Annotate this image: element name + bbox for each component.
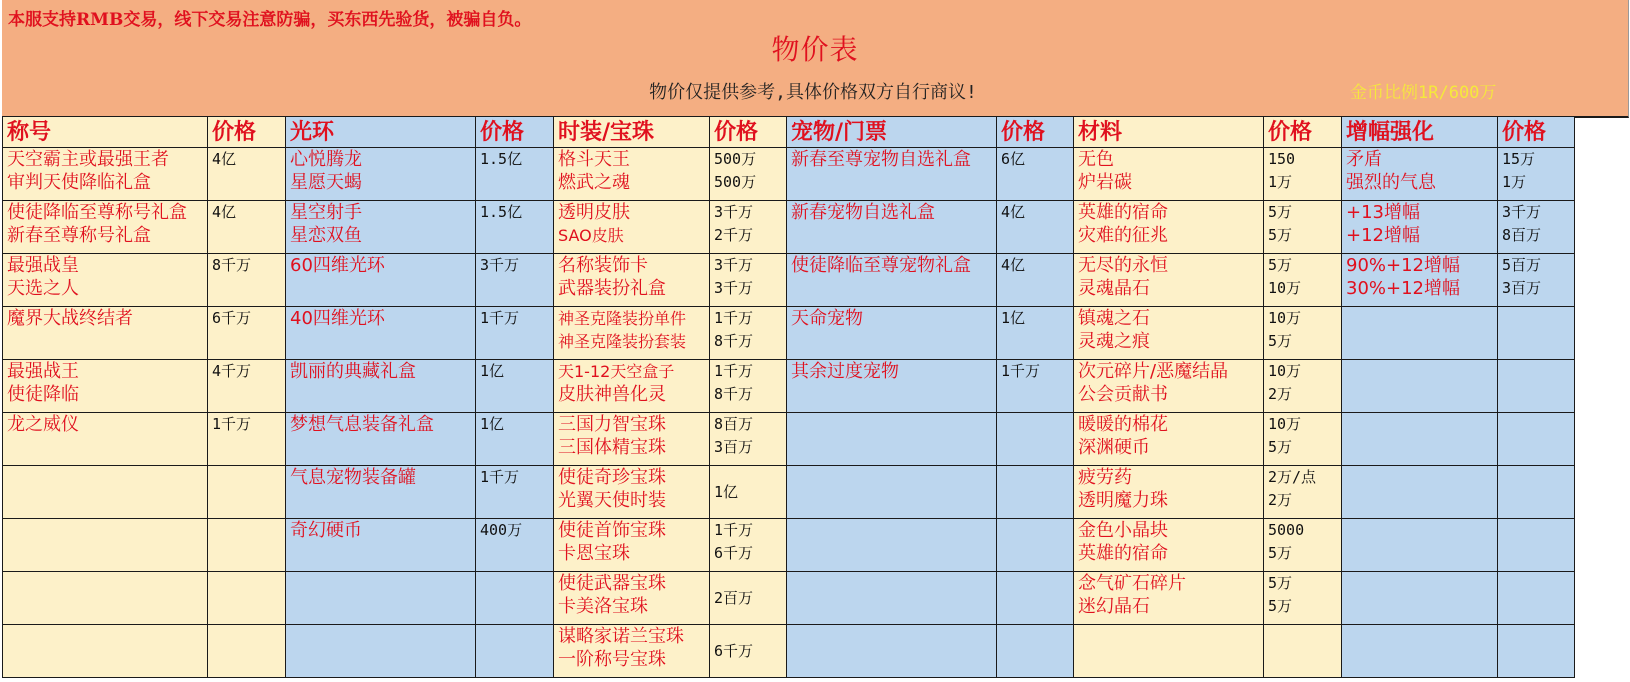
material-cell <box>1074 519 1264 572</box>
fashion-item: 神圣克隆装扮套装 <box>558 332 687 351</box>
fashion-item: 卡恩宝珠 <box>558 543 630 564</box>
subtitle-text: 物价仅提供参考,具体价格双方自行商议! <box>649 82 977 103</box>
aura-item: 60四维光环 <box>290 255 385 276</box>
material-price: 5万 <box>1268 226 1293 244</box>
aura-item: 梦想气息装备礼盒 <box>290 414 434 435</box>
material-item: 暖暖的棉花 <box>1078 414 1168 435</box>
material-cell <box>1074 360 1264 413</box>
enhance-price-cell <box>1498 148 1575 201</box>
header-row <box>3 117 1575 148</box>
material-price-cell <box>1264 466 1342 519</box>
enhance-cell <box>1342 360 1498 413</box>
fashion-price: 8百万 <box>714 415 754 433</box>
col-header-fashion: 时装/宝珠 <box>554 117 710 148</box>
title-cell <box>3 466 208 519</box>
title-cell <box>3 572 208 625</box>
material-price-cell <box>1264 625 1342 678</box>
fashion-cell <box>554 307 710 360</box>
enhance-price-cell <box>1498 360 1575 413</box>
material-item: 无色 <box>1078 149 1114 170</box>
pet-price-cell <box>997 466 1074 519</box>
aura-item: 星愿天蝎 <box>290 172 362 193</box>
material-item: 无尽的永恒 <box>1078 255 1168 276</box>
aura-price-cell <box>476 360 554 413</box>
aura-cell <box>286 413 476 466</box>
pet-cell <box>787 413 997 466</box>
material-cell <box>1074 307 1264 360</box>
aura-cell <box>286 625 476 678</box>
title-cell <box>3 201 208 254</box>
fashion-item: 使徒首饰宝珠 <box>558 520 666 541</box>
title-cell <box>3 148 208 201</box>
col-header-price: 价格 <box>710 117 787 148</box>
title-cell <box>3 519 208 572</box>
pet-price-cell <box>997 625 1074 678</box>
aura-price: 1亿 <box>480 362 505 380</box>
title-cell <box>3 625 208 678</box>
aura-price: 1.5亿 <box>480 203 523 221</box>
title-price-cell <box>208 254 286 307</box>
title-price: 4亿 <box>212 203 237 221</box>
aura-cell <box>286 148 476 201</box>
pet-cell <box>787 572 997 625</box>
aura-price-cell <box>476 519 554 572</box>
pet-cell <box>787 466 997 519</box>
fashion-price: 1千万 <box>714 362 754 380</box>
enhance-price-cell <box>1498 413 1575 466</box>
enhance-cell <box>1342 148 1498 201</box>
col-header-price: 价格 <box>997 117 1074 148</box>
material-item: 迷幻晶石 <box>1078 596 1150 617</box>
fashion-item: SAO皮肤 <box>558 226 624 245</box>
aura-price: 1千万 <box>480 309 520 327</box>
col-header-title: 称号 <box>3 117 208 148</box>
fashion-cell <box>554 625 710 678</box>
title-item: 魔界大战终结者 <box>7 308 133 329</box>
material-price-cell <box>1264 201 1342 254</box>
pet-price: 4亿 <box>1001 203 1026 221</box>
aura-item: 星恋双鱼 <box>290 225 362 246</box>
enhance-cell <box>1342 307 1498 360</box>
fashion-cell <box>554 572 710 625</box>
pet-price: 1千万 <box>1001 362 1041 380</box>
fashion-cell <box>554 201 710 254</box>
enhance-price-cell <box>1498 519 1575 572</box>
material-item: 金色小晶块 <box>1078 520 1168 541</box>
title-cell <box>3 360 208 413</box>
pet-item: 其余过度宠物 <box>791 361 899 382</box>
fashion-item: 皮肤神兽化灵 <box>558 384 666 405</box>
aura-cell <box>286 466 476 519</box>
pet-cell <box>787 307 997 360</box>
pet-price-cell <box>997 254 1074 307</box>
enhance-cell <box>1342 466 1498 519</box>
aura-cell <box>286 572 476 625</box>
material-item: 镇魂之石 <box>1078 308 1150 329</box>
aura-price-cell <box>476 572 554 625</box>
aura-item: 凯丽的典藏礼盒 <box>290 361 416 382</box>
enhance-cell <box>1342 254 1498 307</box>
fashion-price-cell <box>710 519 787 572</box>
material-item: 疲劳药 <box>1078 467 1132 488</box>
pet-price: 6亿 <box>1001 150 1026 168</box>
table-row <box>3 360 1575 413</box>
table-row <box>3 254 1575 307</box>
fashion-price-cell <box>710 572 787 625</box>
title-cell <box>3 307 208 360</box>
table-row <box>3 466 1575 519</box>
fashion-price: 2百万 <box>714 588 754 607</box>
table-row <box>3 572 1575 625</box>
col-header-material: 材料 <box>1074 117 1264 148</box>
aura-item: 气息宠物装备罐 <box>290 467 416 488</box>
pet-item: 新春至尊宠物自选礼盒 <box>791 149 971 170</box>
pet-price-cell <box>997 148 1074 201</box>
pet-price-cell <box>997 413 1074 466</box>
aura-price-cell <box>476 307 554 360</box>
material-price: 5万 <box>1268 203 1293 221</box>
title-price-cell <box>208 519 286 572</box>
material-price: 1万 <box>1268 173 1293 191</box>
fashion-price: 1千万 <box>714 521 754 539</box>
aura-price-cell <box>476 466 554 519</box>
fashion-item: 谋略家诺兰宝珠 <box>558 626 684 647</box>
pet-cell <box>787 519 997 572</box>
pet-cell <box>787 201 997 254</box>
fashion-item: 卡美洛宝珠 <box>558 596 648 617</box>
fashion-cell <box>554 360 710 413</box>
enhance-price: 15万 <box>1502 150 1536 168</box>
page-title: 物价表 <box>771 33 859 66</box>
aura-price-cell <box>476 201 554 254</box>
aura-cell <box>286 307 476 360</box>
material-cell <box>1074 148 1264 201</box>
enhance-item: +12增幅 <box>1346 225 1420 246</box>
col-header-price: 价格 <box>476 117 554 148</box>
fashion-cell <box>554 254 710 307</box>
aura-item: 心悦腾龙 <box>290 149 362 170</box>
enhance-price: 3千万 <box>1502 203 1542 221</box>
fashion-item: 三国体精宝珠 <box>558 437 666 458</box>
aura-price: 1千万 <box>480 468 520 486</box>
fashion-cell <box>554 466 710 519</box>
material-item: 灵魂之痕 <box>1078 331 1150 352</box>
enhance-price-cell <box>1498 625 1575 678</box>
fashion-price-cell <box>710 254 787 307</box>
material-item: 炉岩碳 <box>1078 172 1132 193</box>
fashion-item: 使徒武器宝珠 <box>558 573 666 594</box>
aura-item: 奇幻硬币 <box>290 520 362 541</box>
material-price: 5万 <box>1268 597 1293 615</box>
fashion-price-cell <box>710 201 787 254</box>
material-item: 念气矿石碎片 <box>1078 573 1186 594</box>
enhance-price: 1万 <box>1502 173 1527 191</box>
fashion-item: 透明皮肤 <box>558 202 630 223</box>
fashion-item: 神圣克隆装扮单件 <box>558 309 687 328</box>
gold-ratio-text: 金币比例1R/600万 <box>1350 83 1497 103</box>
fashion-price: 6千万 <box>714 544 754 562</box>
col-header-enhance: 增幅强化 <box>1342 117 1498 148</box>
fashion-price: 6千万 <box>714 641 754 660</box>
title-price: 4亿 <box>212 150 237 168</box>
enhance-price-cell <box>1498 307 1575 360</box>
title-price: 8千万 <box>212 256 252 274</box>
col-header-aura: 光环 <box>286 117 476 148</box>
material-price-cell <box>1264 572 1342 625</box>
fashion-price-cell <box>710 148 787 201</box>
title-price-cell <box>208 466 286 519</box>
fashion-price: 500万 <box>714 150 757 168</box>
title-price-cell <box>208 572 286 625</box>
material-price: 2万 <box>1268 491 1293 509</box>
material-item: 灵魂晶石 <box>1078 278 1150 299</box>
fashion-price: 3千万 <box>714 279 754 297</box>
title-item: 最强战皇 <box>7 255 79 276</box>
material-cell <box>1074 466 1264 519</box>
aura-cell <box>286 201 476 254</box>
fashion-item: 武器装扮礼盒 <box>558 278 666 299</box>
pet-item: 使徒降临至尊宠物礼盒 <box>791 255 971 276</box>
col-header-pet: 宠物/门票 <box>787 117 997 148</box>
enhance-item: 矛盾 <box>1346 149 1382 170</box>
material-item: 公会贡献书 <box>1078 384 1168 405</box>
enhance-price: 8百万 <box>1502 226 1542 244</box>
aura-price: 400万 <box>480 521 523 539</box>
title-item: 最强战王 <box>7 361 79 382</box>
title-price: 4千万 <box>212 362 252 380</box>
fashion-price: 500万 <box>714 173 757 191</box>
title-price-cell <box>208 201 286 254</box>
material-item: 灾难的征兆 <box>1078 225 1168 246</box>
material-price: 5万 <box>1268 574 1293 592</box>
enhance-cell <box>1342 572 1498 625</box>
pet-cell <box>787 360 997 413</box>
price-table <box>2 116 1575 678</box>
enhance-item: +13增幅 <box>1346 202 1420 223</box>
fashion-price-cell <box>710 466 787 519</box>
aura-price-cell <box>476 254 554 307</box>
material-price: 10万 <box>1268 279 1302 297</box>
material-cell <box>1074 572 1264 625</box>
aura-cell <box>286 519 476 572</box>
material-price: 2万/点 <box>1268 468 1317 486</box>
material-item: 次元碎片/恶魔结晶 <box>1078 361 1229 382</box>
aura-price-cell <box>476 413 554 466</box>
title-price: 6千万 <box>212 309 252 327</box>
title-item: 审判天使降临礼盒 <box>7 172 151 193</box>
enhance-item: 30%+12增幅 <box>1346 278 1460 299</box>
aura-price: 1亿 <box>480 415 505 433</box>
material-price: 5万 <box>1268 544 1293 562</box>
material-price-cell <box>1264 254 1342 307</box>
fashion-price-cell <box>710 360 787 413</box>
pet-price-cell <box>997 572 1074 625</box>
pet-cell <box>787 148 997 201</box>
pet-item: 新春宠物自选礼盒 <box>791 202 935 223</box>
title-item: 使徒降临 <box>7 384 79 405</box>
fashion-price-cell <box>710 625 787 678</box>
title-cell <box>3 413 208 466</box>
enhance-cell <box>1342 519 1498 572</box>
fashion-price: 3千万 <box>714 203 754 221</box>
aura-cell <box>286 254 476 307</box>
fashion-price: 1亿 <box>714 482 739 501</box>
material-item: 深渊硬币 <box>1078 437 1150 458</box>
pet-price-cell <box>997 519 1074 572</box>
enhance-price: 5百万 <box>1502 256 1542 274</box>
fashion-price: 1千万 <box>714 309 754 327</box>
pet-price-cell <box>997 360 1074 413</box>
fashion-price-cell <box>710 307 787 360</box>
table-row <box>3 307 1575 360</box>
enhance-cell <box>1342 201 1498 254</box>
pet-item: 天命宠物 <box>791 308 863 329</box>
material-price: 5000 <box>1268 521 1305 539</box>
title-item: 龙之威仪 <box>7 414 79 435</box>
fashion-price: 8千万 <box>714 332 754 350</box>
enhance-price-cell <box>1498 572 1575 625</box>
material-price: 10万 <box>1268 362 1302 380</box>
pet-cell <box>787 625 997 678</box>
fashion-cell <box>554 413 710 466</box>
fashion-item: 使徒奇珍宝珠 <box>558 467 666 488</box>
enhance-cell <box>1342 625 1498 678</box>
material-price-cell <box>1264 307 1342 360</box>
material-price: 150 <box>1268 150 1296 168</box>
fashion-item: 光翼天使时装 <box>558 490 666 511</box>
title-cell <box>3 254 208 307</box>
pet-price-cell <box>997 307 1074 360</box>
material-price: 5万 <box>1268 438 1293 456</box>
enhance-price: 3百万 <box>1502 279 1542 297</box>
fashion-item: 三国力智宝珠 <box>558 414 666 435</box>
title-price-cell <box>208 625 286 678</box>
title-price: 1千万 <box>212 415 252 433</box>
enhance-cell <box>1342 413 1498 466</box>
fashion-item: 名称装饰卡 <box>558 255 648 276</box>
title-item: 天选之人 <box>7 278 79 299</box>
pet-cell <box>787 254 997 307</box>
title-price-cell <box>208 360 286 413</box>
title-price-cell <box>208 307 286 360</box>
material-price: 5万 <box>1268 256 1293 274</box>
enhance-price-cell <box>1498 201 1575 254</box>
aura-price-cell <box>476 148 554 201</box>
fashion-price: 3百万 <box>714 438 754 456</box>
enhance-item: 强烈的气息 <box>1346 172 1436 193</box>
material-item: 英雄的宿命 <box>1078 202 1168 223</box>
fashion-item: 格斗天王 <box>558 149 630 170</box>
col-header-price: 价格 <box>1498 117 1575 148</box>
pet-price: 4亿 <box>1001 256 1026 274</box>
fashion-cell <box>554 148 710 201</box>
material-price: 10万 <box>1268 309 1302 327</box>
aura-item: 40四维光环 <box>290 308 385 329</box>
title-item: 使徒降临至尊称号礼盒 <box>7 202 187 223</box>
aura-price: 3千万 <box>480 256 520 274</box>
material-cell <box>1074 413 1264 466</box>
fashion-price: 8千万 <box>714 385 754 403</box>
fashion-price: 2千万 <box>714 226 754 244</box>
fashion-item: 燃武之魂 <box>558 172 630 193</box>
fashion-price-cell <box>710 413 787 466</box>
aura-price-cell <box>476 625 554 678</box>
enhance-item: 90%+12增幅 <box>1346 255 1460 276</box>
material-item: 透明魔力珠 <box>1078 490 1168 511</box>
trade-notice: 本服支持RMB交易，线下交易注意防骗，买东西先验货，被骗自负。 <box>8 10 532 30</box>
material-price-cell <box>1264 519 1342 572</box>
aura-price: 1.5亿 <box>480 150 523 168</box>
col-header-price: 价格 <box>208 117 286 148</box>
material-cell <box>1074 201 1264 254</box>
material-cell <box>1074 625 1264 678</box>
aura-item: 星空射手 <box>290 202 362 223</box>
material-price: 5万 <box>1268 332 1293 350</box>
table-row <box>3 519 1575 572</box>
title-price-cell <box>208 148 286 201</box>
material-price-cell <box>1264 148 1342 201</box>
fashion-price: 3千万 <box>714 256 754 274</box>
table-row <box>3 201 1575 254</box>
enhance-price-cell <box>1498 466 1575 519</box>
aura-cell <box>286 360 476 413</box>
enhance-price-cell <box>1498 254 1575 307</box>
material-price: 10万 <box>1268 415 1302 433</box>
title-item: 新春至尊称号礼盒 <box>7 225 151 246</box>
pet-price-cell <box>997 201 1074 254</box>
title-price-cell <box>208 413 286 466</box>
material-price-cell <box>1264 413 1342 466</box>
col-header-price: 价格 <box>1264 117 1342 148</box>
material-price-cell <box>1264 360 1342 413</box>
table-row <box>3 148 1575 201</box>
fashion-cell <box>554 519 710 572</box>
material-item: 英雄的宿命 <box>1078 543 1168 564</box>
table-row <box>3 625 1575 678</box>
fashion-item: 天1-12天空盒子 <box>558 362 675 381</box>
pet-price: 1亿 <box>1001 309 1026 327</box>
title-item: 天空霸主或最强王者 <box>7 149 169 170</box>
material-price: 2万 <box>1268 385 1293 403</box>
fashion-item: 一阶称号宝珠 <box>558 649 666 670</box>
table-row <box>3 413 1575 466</box>
material-cell <box>1074 254 1264 307</box>
